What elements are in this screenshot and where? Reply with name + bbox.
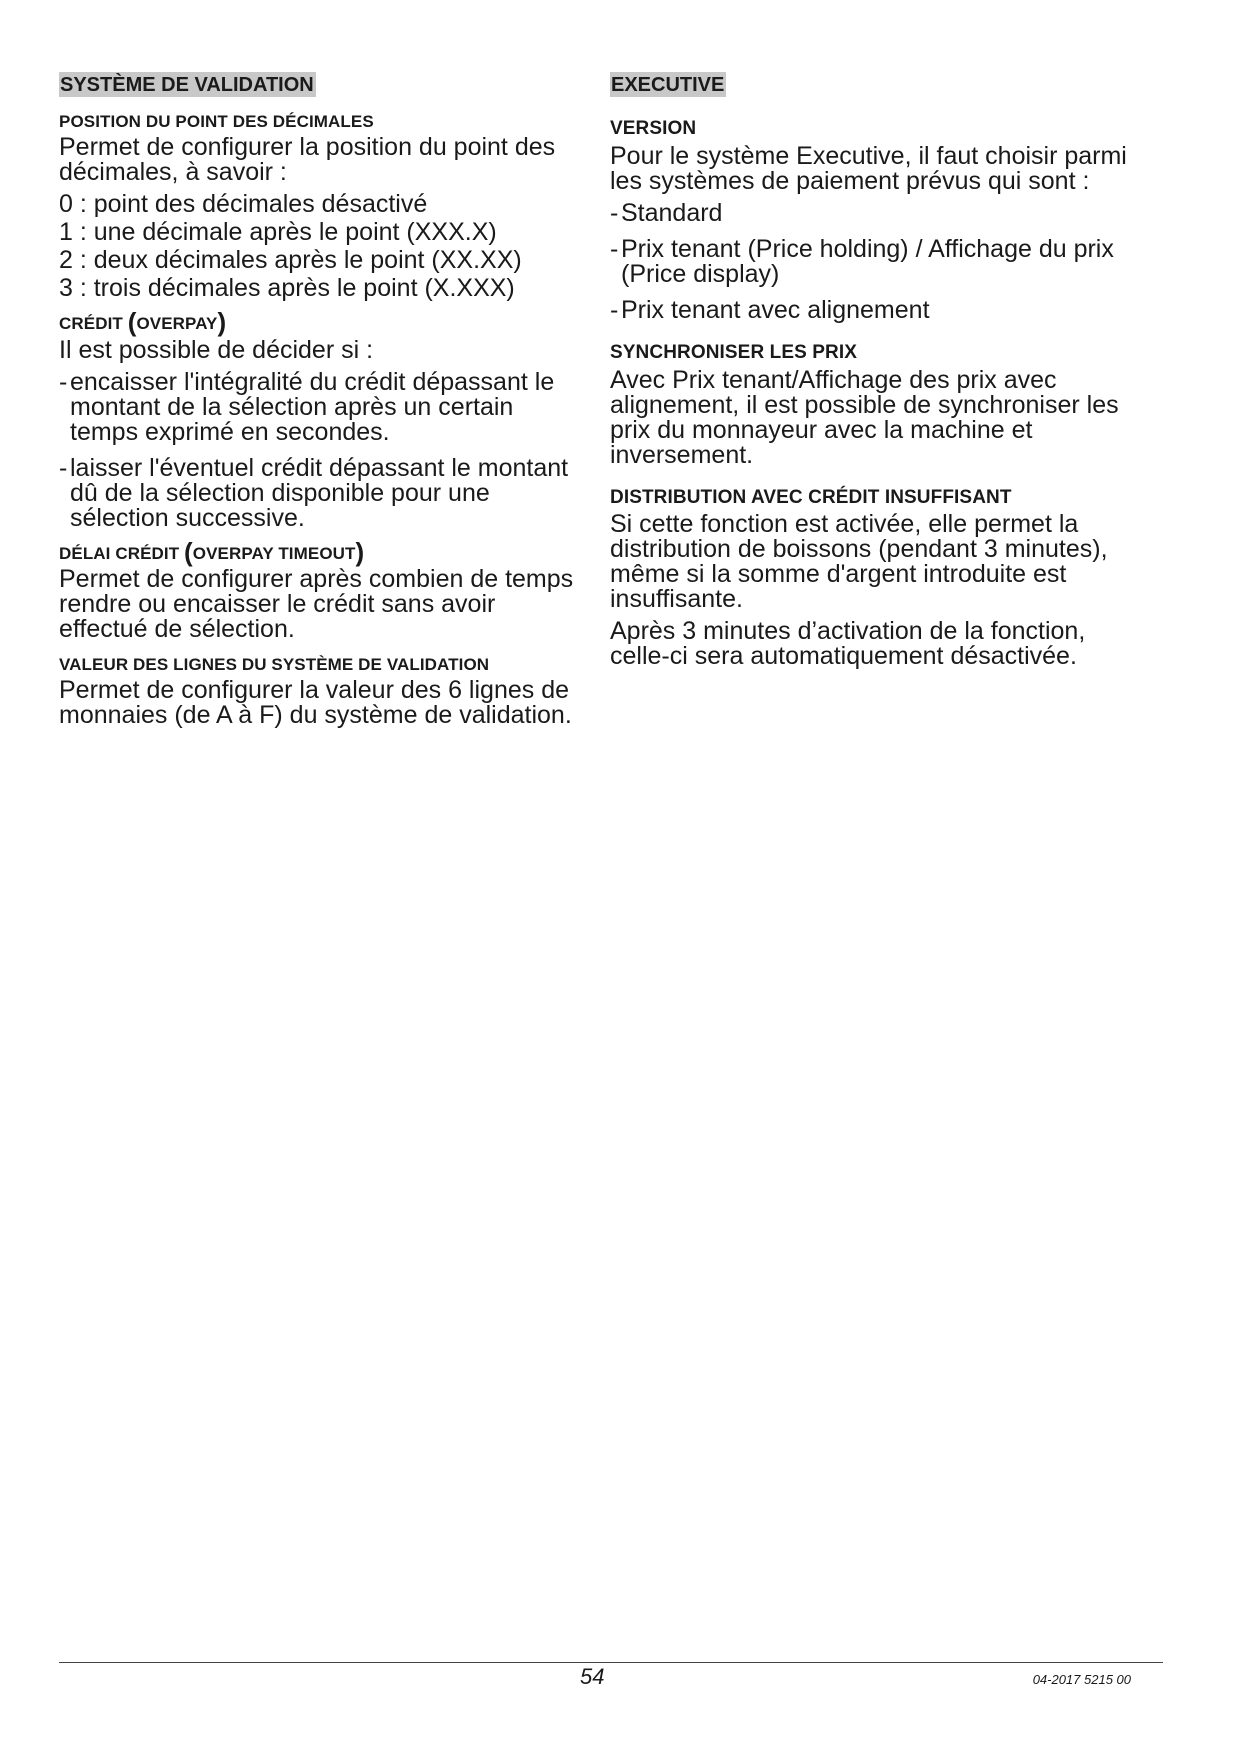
heading-credit-delay-label: DÉLAI CRÉDIT — [59, 543, 180, 563]
version-bullet: Prix tenant avec alignement — [621, 295, 930, 324]
version-bullet: Standard — [621, 198, 723, 227]
heading-credit-label: CRÉDIT — [59, 314, 123, 334]
left-column — [59, 72, 579, 735]
sync-text: Avec Prix tenant/Affichage des prix avec alignement, il est possible de synchroniser les prix du monnayeur avec la machine et inversement. — [610, 365, 1119, 469]
heading-sync-prices: SYNCHRONISER LES PRIX — [610, 341, 858, 363]
heading-credit: CRÉDIT (OVERPAY) — [59, 307, 227, 338]
heading-credit-delay: DÉLAI CRÉDIT (OVERPAY TIMEOUT) — [59, 536, 365, 567]
list-item: - Prix tenant avec alignement — [610, 298, 1140, 323]
page-number: 54 — [580, 1664, 605, 1689]
insufficient-text: Si cette fonction est activée, elle permet la distribution de boissons (pendant 3 minutes), même si la somme d'argent introduite est insuffisante. — [610, 510, 1108, 614]
credit-bullet: encaisser l'intégralité du crédit dépassant le montant de la sélection après un certain temps exprimé en secondes. — [70, 367, 555, 446]
version-intro: Pour le système Executive, il faut choisir parmi les systèmes de paiement prévus qui sont : — [610, 141, 1127, 195]
credit-intro: Il est possible de décider si : — [59, 335, 374, 364]
list-item: - Prix tenant (Price holding) / Affichage du prix (Price display) — [610, 237, 1140, 287]
decimal-intro: Permet de configurer la position du point des décimales, à savoir : — [59, 133, 556, 187]
footer-divider — [59, 1662, 1163, 1663]
credit-delay-text: Permet de configurer après combien de temps rendre ou encaisser le crédit sans avoir effectué de sélection. — [59, 564, 574, 643]
decimal-option: 2 : deux décimales après le point (XX.XX) — [59, 246, 522, 275]
decimal-option: 3 : trois décimales après le point (X.XXX) — [59, 274, 515, 303]
heading-decimal-position: POSITION DU POINT DES DÉCIMALES — [59, 112, 374, 131]
decimal-option: 1 : une décimale après le point (XXX.X) — [59, 218, 497, 247]
list-item: - laisser l'éventuel crédit dépassant le montant dû de la sélection disponible pour une sélection successive. — [59, 456, 579, 531]
credit-bullet: laisser l'éventuel crédit dépassant le montant dû de la sélection disponible pour une sélection successive. — [70, 453, 569, 532]
heading-credit-delay-paren: OVERPAY TIMEOUT — [192, 543, 356, 563]
lines-value-text: Permet de configurer la valeur des 6 lignes de monnaies (de A à F) du système de validation. — [59, 676, 572, 729]
heading-credit-paren: OVERPAY — [136, 314, 218, 334]
decimal-option: 0 : point des décimales désactivé — [59, 190, 428, 219]
insufficient-text: Après 3 minutes d’activation de la fonction, celle-ci sera automatiquement désactivée. — [610, 617, 1086, 671]
heading-insufficient-credit: DISTRIBUTION AVEC CRÉDIT INSUFFISANT — [610, 486, 1012, 508]
document-code: 04-2017 5215 00 — [1032, 1672, 1131, 1687]
version-bullet: Prix tenant (Price holding) / Affichage du prix (Price display) — [621, 234, 1114, 288]
section-title-executive: EXECUTIVE — [611, 74, 725, 96]
heading-lines-value: VALEUR DES LIGNES DU SYSTÈME DE VALIDATION — [59, 654, 490, 674]
list-item: - encaisser l'intégralité du crédit dépassant le montant de la sélection après un certain temps exprimé en secondes. — [59, 370, 579, 445]
right-column — [610, 72, 1140, 676]
heading-version: VERSION — [610, 118, 697, 139]
list-item: - Standard — [610, 201, 1140, 226]
section-title-validation: SYSTÈME DE VALIDATION — [60, 74, 314, 96]
